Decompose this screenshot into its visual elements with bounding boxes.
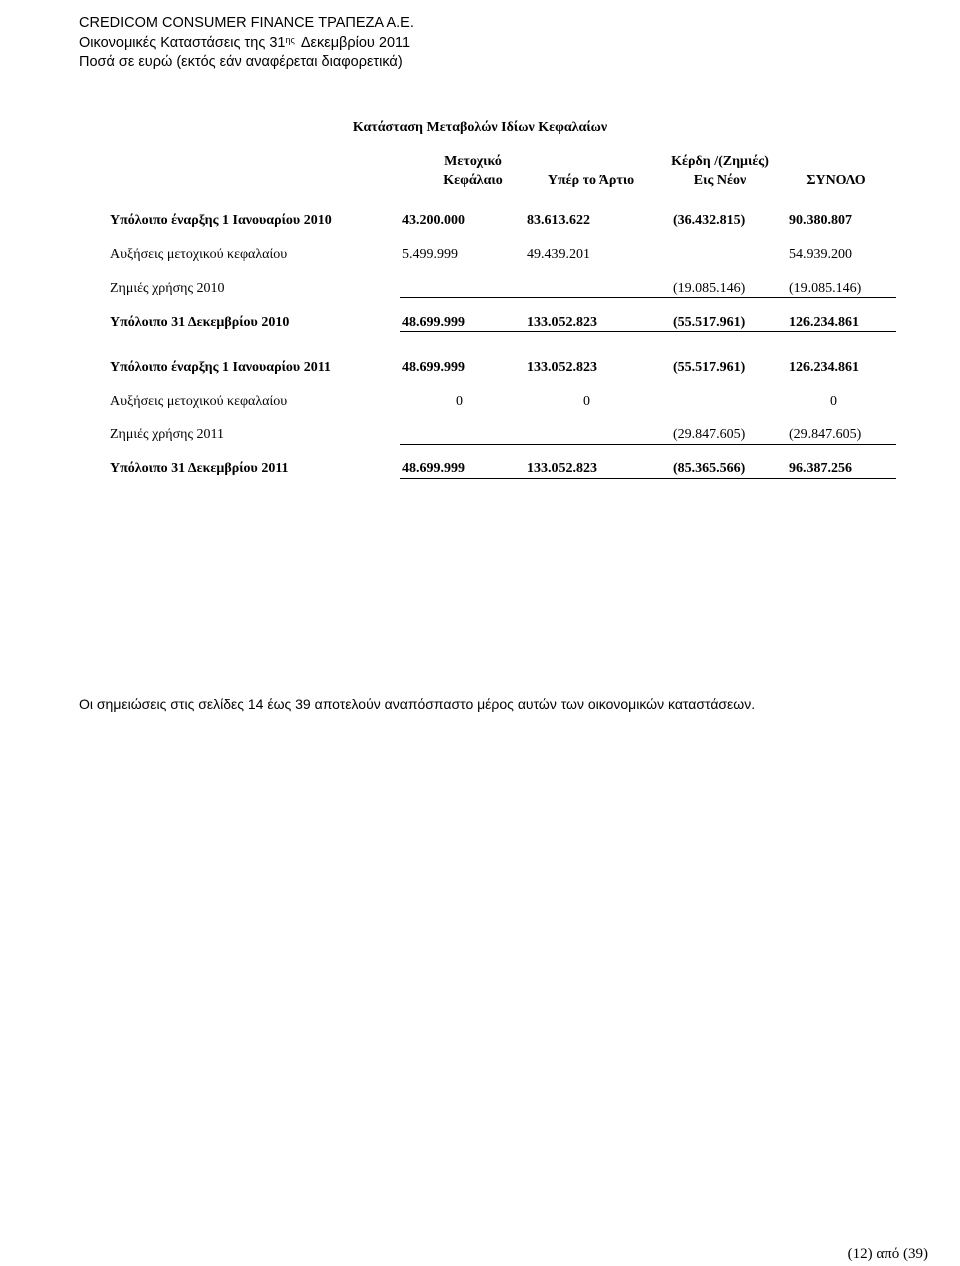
subtotal-rule [400, 444, 896, 445]
footnote: Οι σημειώσεις στις σελίδες 14 έως 39 αποτελούν αναπόσπαστο μέρος αυτών των οικονομικών καταστάσεων. [79, 696, 756, 712]
cell-share-premium: 0 [583, 394, 590, 409]
cell-share-capital: 48.699.999 [402, 360, 465, 375]
column-header-share-capital [418, 152, 528, 190]
table-row [110, 315, 896, 335]
column-header-retained-line2: Εις Νέον [693, 173, 747, 188]
cell-share-capital: 5.499.999 [402, 247, 458, 262]
column-header-share-premium: Υπέρ το Άρτιο [547, 173, 635, 188]
statements-prefix: Οικονομικές Καταστάσεις της 31 [79, 34, 286, 51]
row-label: Υπόλοιπο 31 Δεκεμβρίου 2010 [110, 315, 290, 330]
row-label: Υπόλοιπο έναρξης 1 Ιανουαρίου 2010 [110, 213, 332, 228]
cell-total: (19.085.146) [789, 281, 862, 296]
cell-share-capital: 0 [456, 394, 463, 409]
statements-suffix: Δεκεμβρίου 2011 [300, 34, 411, 51]
cell-total: 0 [830, 394, 837, 409]
subtotal-rule [400, 297, 896, 298]
cell-total: 126.234.861 [789, 315, 859, 330]
row-label: Αυξήσεις μετοχικού κεφαλαίου [110, 247, 288, 262]
row-label: Ζημιές χρήσης 2011 [110, 427, 224, 442]
cell-share-premium: 83.613.622 [527, 213, 590, 228]
page-number: (12) από (39) [847, 1246, 928, 1262]
cell-total: 126.234.861 [789, 360, 859, 375]
cell-share-premium: 133.052.823 [527, 461, 597, 476]
total-rule [400, 478, 896, 479]
row-label: Ζημιές χρήσης 2010 [110, 281, 225, 296]
statements-superscript: ης [285, 34, 295, 45]
cell-share-premium: 49.439.201 [527, 247, 590, 262]
statements-period [79, 34, 414, 54]
column-header-retained-earnings [655, 152, 785, 190]
cell-share-premium: 133.052.823 [527, 315, 597, 330]
column-header-total: ΣΥΝΟΛΟ [806, 173, 866, 188]
cell-retained: (29.847.605) [673, 427, 746, 442]
cell-share-capital: 43.200.000 [402, 213, 465, 228]
total-rule [400, 331, 896, 332]
table-row [110, 360, 896, 380]
cell-share-capital: 48.699.999 [402, 315, 465, 330]
cell-retained: (55.517.961) [673, 360, 746, 375]
cell-retained: (85.365.566) [673, 461, 746, 476]
cell-total: 96.387.256 [789, 461, 852, 476]
table-row [110, 213, 896, 233]
document-header [79, 14, 414, 73]
row-label: Αυξήσεις μετοχικού κεφαλαίου [110, 394, 288, 409]
table-title: Κατάσταση Μεταβολών Ιδίων Κεφαλαίων [352, 120, 608, 135]
row-label: Υπόλοιπο 31 Δεκεμβρίου 2011 [110, 461, 289, 476]
cell-retained: (55.517.961) [673, 315, 746, 330]
cell-retained: (19.085.146) [673, 281, 746, 296]
cell-total: 54.939.200 [789, 247, 852, 262]
table-row [110, 394, 896, 414]
cell-share-capital: 48.699.999 [402, 461, 465, 476]
currency-note: Ποσά σε ευρώ (εκτός εάν αναφέρεται διαφορετικά) [79, 54, 403, 70]
table-row [110, 247, 896, 267]
column-header-retained-line1: Κέρδη /(Ζημιές) [671, 154, 769, 169]
table-row [110, 281, 896, 301]
column-header-share-capital-line2: Κεφάλαιο [443, 173, 503, 188]
cell-total: (29.847.605) [789, 427, 862, 442]
row-label: Υπόλοιπο έναρξης 1 Ιανουαρίου 2011 [110, 360, 331, 375]
company-name: CREDICOM CONSUMER FINANCE ΤΡΑΠΕΖΑ Α.Ε. [79, 15, 414, 31]
cell-retained: (36.432.815) [673, 213, 746, 228]
cell-total: 90.380.807 [789, 213, 852, 228]
column-header-share-capital-line1: Μετοχικό [444, 154, 502, 169]
cell-share-premium: 133.052.823 [527, 360, 597, 375]
